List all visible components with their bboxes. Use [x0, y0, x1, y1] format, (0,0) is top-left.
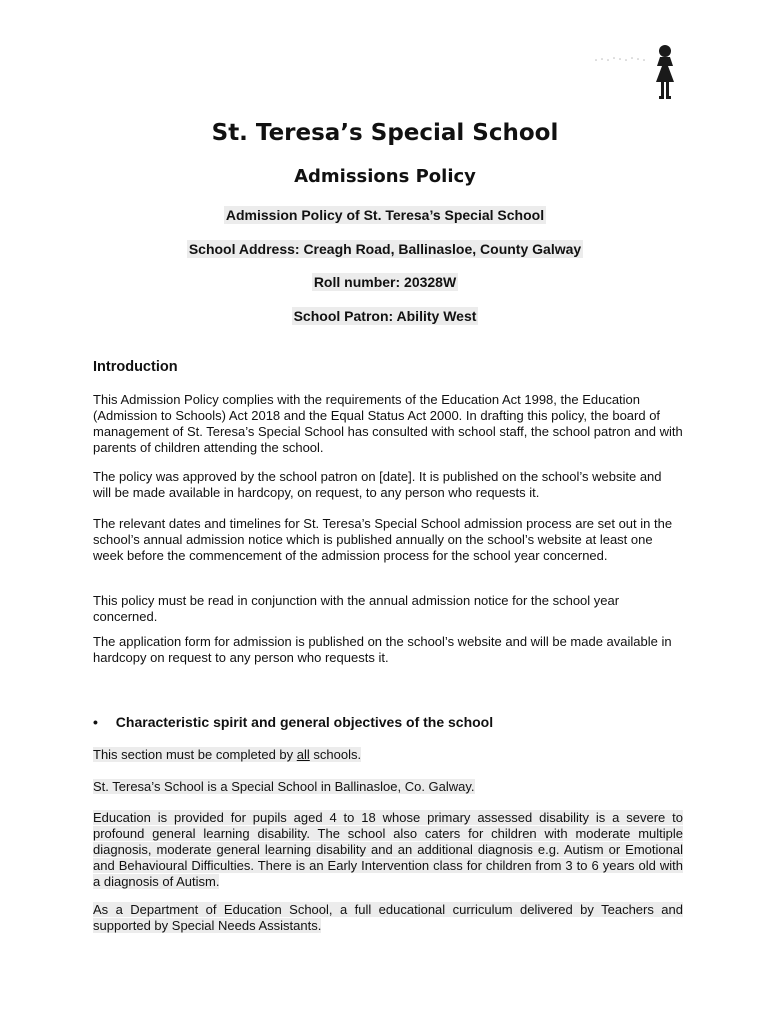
section-paragraph: St. Teresa’s School is a Special School in Ballinasloe, Co. Galway.	[93, 779, 475, 794]
bullet-icon: •	[93, 714, 98, 730]
section-heading	[93, 714, 493, 730]
school-title: St. Teresa’s Special School	[211, 120, 559, 146]
intro-paragraph: The relevant dates and timelines for St. Teresa’s Special School admission process are set out in the school’s annual admission notice which is published annually on the school’s website at least one week before the commencement of the admission process for the school year concerned.	[93, 516, 673, 563]
section-title: Characteristic spirit and general objectives of the school	[115, 714, 494, 730]
address-line: School Address: Creagh Road, Ballinasloe, County Galway	[188, 241, 582, 257]
section-paragraph: As a Department of Education School, a full educational curriculum delivered by Teachers and supported by Special Needs Assistants.	[93, 902, 683, 933]
policy-line: Admission Policy of St. Teresa’s Special School	[225, 207, 545, 223]
patron-line: School Patron: Ability West	[293, 308, 477, 324]
roll-number-line: Roll number: 20328W	[313, 274, 457, 290]
section-note: This section must be completed by all schools.	[93, 747, 362, 762]
policy-subtitle: Admissions Policy	[294, 166, 476, 187]
school-logo	[590, 42, 680, 102]
girl-silhouette-icon	[656, 45, 674, 99]
intro-paragraph: The application form for admission is published on the school’s website and will be made available in hardcopy on request to any person who requests it.	[93, 634, 672, 665]
section-paragraph: Education is provided for pupils aged 4 to 18 whose primary assessed disability is a severe to profound general learning disability. The school also caters for children with moderate multiple diagnosis, moderate general learning disability and an additional diagnosis e.g. Autism or Emotional and Behavioural Difficulties. There is an Early Intervention class for children from 3 to 6 years old with a diagnosis of Autism.	[93, 810, 683, 889]
intro-paragraph: The policy was approved by the school patron on [date]. It is published on the school’s website and will be made available in hardcopy, on request, to any person who requests it.	[93, 469, 662, 500]
introduction-heading: Introduction	[93, 359, 178, 375]
intro-paragraph: This policy must be read in conjunction with the annual admission notice for the school year concerned.	[93, 593, 620, 624]
intro-paragraph: This Admission Policy complies with the requirements of the Education Act 1998, the Education (Admission to Schools) Act 2018 and the Equal Status Act 2000. In drafting this policy, the board of management of St. Teresa’s Special School has consulted with school staff, the school patron and with parents of children attending the school.	[93, 392, 683, 455]
